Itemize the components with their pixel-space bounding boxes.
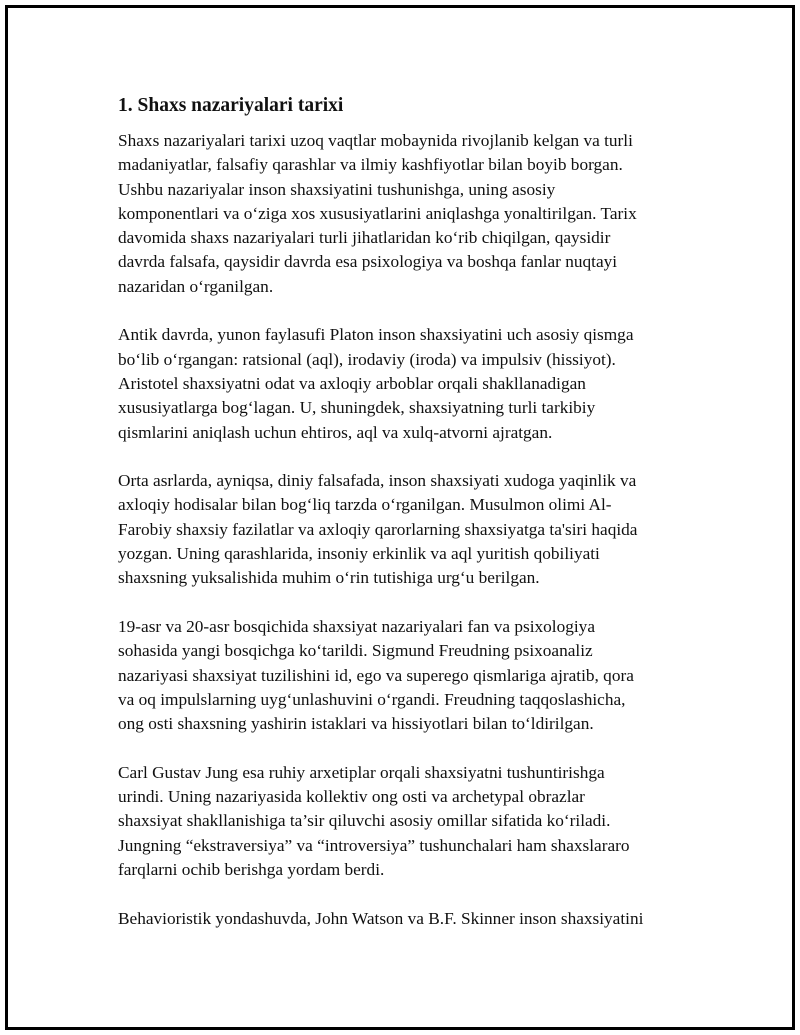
text-line: bo‘lib o‘rgangan: ratsional (aql), irodaviy (iroda) va impulsiv (hissiyot). (118, 349, 616, 369)
text-line: davomida shaxs nazariyalari turli jihatlaridan ko‘rib chiqilgan, qaysidir (118, 228, 611, 248)
text-line: ong osti shaxsning yashirin istaklari va hissiyotlari bilan to‘ldirilgan. (118, 714, 594, 734)
text-line: shaxsiyat shakllanishiga ta’sir qiluvchi asosiy omillar sifatida ko‘riladi. (118, 811, 611, 831)
section-heading: 1. Shaxs nazariyalari tarixi (118, 95, 344, 116)
text-line: farqlarni ochib berishga yordam berdi. (118, 859, 385, 879)
text-line: Aristotel shaxsiyatni odat va axloqiy arboblar orqali shakllanadigan (118, 373, 586, 393)
paragraph-2 (118, 323, 688, 444)
paragraph-4 (118, 615, 688, 736)
paragraph-6 (118, 907, 688, 931)
text-line: axloqiy hodisalar bilan bog‘liq tarzda o‘rganilgan. Musulmon olimi Al- (118, 495, 612, 515)
text-line: urindi. Uning nazariyasida kollektiv ong osti va archetypal obrazlar (118, 787, 585, 807)
text-line: shaxsning yuksalishida muhim o‘rin tutishiga urg‘u berilgan. (118, 568, 540, 588)
text-line: 19-asr va 20-asr bosqichida shaxsiyat nazariyalari fan va psixologiya (118, 616, 595, 636)
text-line: yozgan. Uning qarashlarida, insoniy erkinlik va aql yuritish qobiliyati (118, 544, 600, 564)
text-line: Carl Gustav Jung esa ruhiy arxetiplar orqali shaxsiyatni tushuntirishga (118, 762, 605, 782)
text-line: Behavioristik yondashuvda, John Watson va B.F. Skinner inson shaxsiyatini (118, 908, 644, 928)
text-line: qismlarini aniqlash uchun ehtiros, aql va xulq-atvorni ajratgan. (118, 422, 553, 442)
text-line: nazaridan o‘rganilgan. (118, 276, 274, 296)
paragraph-1 (118, 129, 688, 299)
text-line: Farobiy shaxsiy fazilatlar va axloqiy qarorlarning shaxsiyatga ta'siri haqida (118, 519, 638, 539)
text-line: komponentlari va o‘ziga xos xususiyatlarini aniqlashga yonaltirilgan. Tarix (118, 203, 637, 223)
text-line: Jungning “ekstraversiya” va “introversiya” tushunchalari ham shaxslararo (118, 835, 630, 855)
text-line: Ushbu nazariyalar inson shaxsiyatini tushunishga, uning asosiy (118, 179, 556, 199)
text-line: davrda falsafa, qaysidir davrda esa psixologiya va boshqa fanlar nuqtayi (118, 252, 618, 272)
text-line: Shaxs nazariyalari tarixi uzoq vaqtlar mobaynida rivojlanib kelgan va turli (118, 131, 633, 150)
text-line: Orta asrlarda, ayniqsa, diniy falsafada, inson shaxsiyati xudoga yaqinlik va (118, 471, 637, 491)
text-line: xususiyatlarga bog‘lagan. U, shuningdek, shaxsiyatning turli tarkibiy (118, 398, 596, 418)
text-line: va oq impulslarning uyg‘unlashuvini o‘rgandi. Freudning taqqoslashicha, (118, 689, 626, 709)
text-line: nazariyasi shaxsiyat tuzilishini id, ego va superego qismlariga ajratib, qora (118, 665, 634, 685)
document-body (118, 93, 688, 955)
text-line: sohasida yangi bosqichga ko‘tarildi. Sigmund Freudning psixoanaliz (118, 641, 593, 661)
paragraph-5 (118, 761, 688, 882)
paragraph-3 (118, 469, 688, 590)
text-line: Antik davrda, yunon faylasufi Platon inson shaxsiyatini uch asosiy qismga (118, 325, 634, 345)
text-line: madaniyatlar, falsafiy qarashlar va ilmiy kashfiyotlar bilan boyib borgan. (118, 155, 623, 175)
